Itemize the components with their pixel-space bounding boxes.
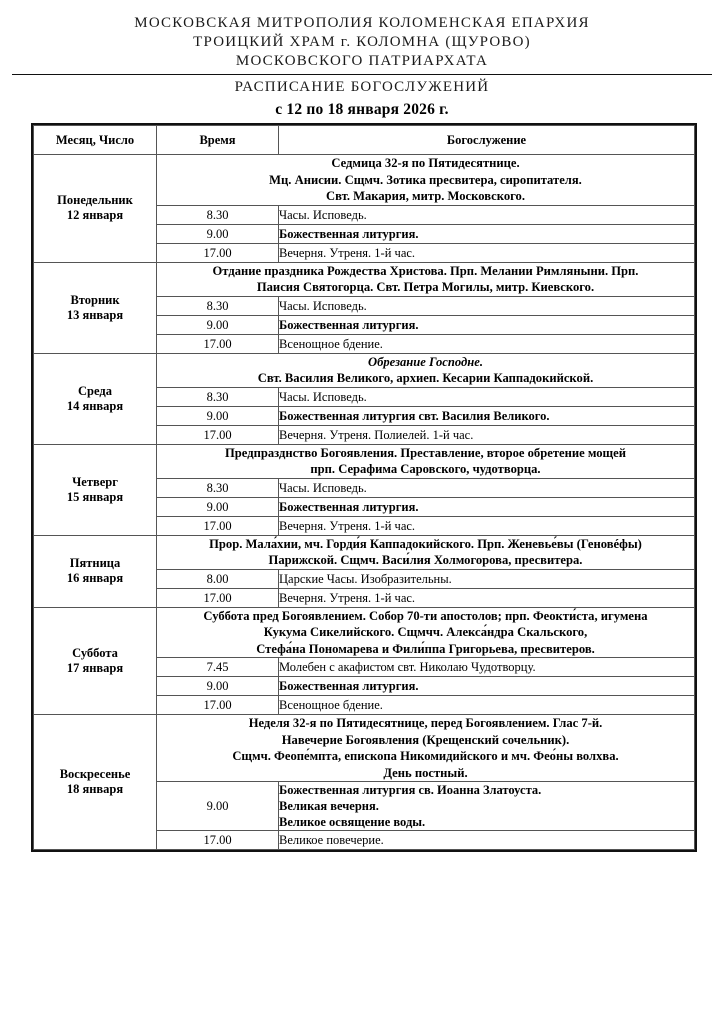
service-time-cell: 8.00 [157, 569, 279, 588]
masthead-subtitle: РАСПИСАНИЕ БОГОСЛУЖЕНИЙ [234, 79, 490, 95]
service-name-cell [279, 205, 695, 224]
service-time-cell: 8.30 [157, 478, 279, 497]
masthead-line-1: МОСКОВСКАЯ МИТРОПОЛИЯ КОЛОМЕНСКАЯ ЕПАРХИЯ [134, 15, 590, 31]
description-line: Навечерие Богоявления (Крещенский сочельник). [281, 732, 570, 747]
day-label-cell [34, 353, 157, 444]
day-date: 13 января [66, 307, 124, 322]
description-line: Предпразднство Богоявления. Преставление, второе обретение мощей [224, 445, 627, 460]
day-date: 17 января [66, 660, 124, 675]
table-row [34, 444, 695, 478]
service-time-cell: 17.00 [157, 831, 279, 850]
service-line: Всенощное бдение. [279, 698, 383, 712]
day-weekday: Воскресенье [59, 767, 131, 781]
service-time-cell: 17.00 [157, 588, 279, 607]
day-date: 15 января [66, 489, 124, 504]
description-line: прп. Серафима Саровского, чудотворца. [310, 462, 541, 476]
column-header-day: Месяц, Число [34, 126, 157, 155]
service-line: Божественная литургия. [279, 317, 419, 332]
masthead-line-2: ТРОИЦКИЙ ХРАМ г. КОЛОМНА (ЩУРОВО) [193, 34, 531, 50]
service-line: Божественная литургия. [279, 499, 419, 514]
service-line: Часы. Исповедь. [279, 298, 367, 313]
description-line: Неделя 32-я по Пятидесятнице, перед Богоявлением. Глас 7-й. [248, 716, 603, 730]
column-header-time: Время [157, 126, 279, 155]
service-name-cell [279, 224, 695, 243]
day-label-cell [34, 262, 157, 353]
day-label-cell [34, 535, 157, 607]
day-label-cell [34, 715, 157, 850]
service-name-cell [279, 782, 695, 831]
description-line: Обрезание Господне. [368, 354, 483, 369]
table-row [34, 262, 695, 296]
description-line: Суббота пред Богоявлением. Собор 70-ти апостолов; прп. Феокти́ста, игумена [203, 608, 648, 623]
table-header-row [34, 126, 695, 155]
service-name-cell [279, 406, 695, 425]
service-name-cell [279, 831, 695, 850]
service-time-cell: 17.00 [157, 334, 279, 353]
service-name-cell [279, 387, 695, 406]
service-name-cell [279, 478, 695, 497]
table-row [34, 353, 695, 387]
service-time-cell: 9.00 [157, 497, 279, 516]
service-line: Великое повечерие. [279, 833, 384, 847]
service-name-cell [279, 569, 695, 588]
service-name-cell [279, 296, 695, 315]
service-time-cell: 9.00 [157, 224, 279, 243]
day-date: 18 января [66, 782, 124, 796]
day-label-cell [34, 155, 157, 263]
service-name-cell [279, 696, 695, 715]
day-description-cell [157, 715, 695, 782]
service-time-cell: 9.00 [157, 782, 279, 831]
description-line: Мц. Анисии. Сщмч. Зотика пресвитера, сиропитателя. [269, 172, 582, 187]
masthead-date-range: с 12 по 18 января 2026 г. [275, 101, 449, 118]
day-weekday: Среда [78, 383, 112, 398]
service-line: Всенощное бдение. [279, 336, 383, 351]
service-line: Божественная литургия. [279, 679, 419, 693]
service-time-cell: 7.45 [157, 658, 279, 677]
service-name-cell [279, 588, 695, 607]
day-description-cell [157, 535, 695, 569]
description-line: Свт. Василия Великого, архиеп. Кесарии Каппадокийской. [257, 371, 594, 385]
service-line: Вечерня. Утреня. 1-й час. [279, 590, 416, 605]
description-line: Парижской. Сщмч. Васи́лия Холмогорова, пресвитера. [268, 553, 583, 567]
day-description-cell [157, 444, 695, 478]
description-line: Прор. Мала́хии, мч. Горди́я Каппадокийского. Прп. Женевье́вы (Геновéфы) [209, 536, 642, 551]
service-time-cell: 17.00 [157, 425, 279, 444]
service-line: Часы. Исповедь. [279, 207, 367, 222]
schedule-table-wrapper [31, 123, 697, 852]
masthead-line-3: МОСКОВСКОГО ПАТРИАРХАТА [235, 53, 489, 69]
description-line: Сщмч. Феопе́мпта, епископа Никомидийского и мч. Фео́ны волхва. [232, 749, 619, 763]
service-name-cell [279, 315, 695, 334]
day-weekday: Четверг [72, 474, 118, 489]
day-description-cell [157, 155, 695, 206]
service-time-cell: 17.00 [157, 243, 279, 262]
description-line: Стефа́на Пономарева и Фили́ппа Григорьева, пресвитеров. [256, 641, 595, 656]
day-description-cell [157, 607, 695, 658]
day-weekday: Вторник [70, 292, 120, 307]
service-time-cell: 17.00 [157, 696, 279, 715]
day-date: 12 января [66, 208, 124, 223]
service-line: Великое освящение воды. [279, 815, 426, 829]
service-line: Божественная литургия св. Иоанна Златоуста. [279, 783, 542, 797]
table-header [34, 126, 695, 155]
table-row [34, 535, 695, 569]
day-weekday: Суббота [72, 645, 118, 660]
service-line: Часы. Исповедь. [279, 389, 367, 404]
description-line: Свт. Макария, митр. Московского. [326, 189, 525, 203]
description-line: Отдание праздника Рождества Христова. Прп. Мелании Римляныни. Прп. [212, 263, 639, 278]
day-description-cell [157, 353, 695, 387]
service-time-cell: 8.30 [157, 387, 279, 406]
service-line: Молебен с акафистом свт. Николаю Чудотворцу. [279, 660, 536, 674]
service-line: Вечерня. Утреня. 1-й час. [279, 518, 416, 533]
table-row [34, 155, 695, 206]
service-line: Великая вечерня. [279, 799, 379, 813]
table-row [34, 607, 695, 658]
day-label-cell [34, 444, 157, 535]
service-time-cell: 17.00 [157, 516, 279, 535]
service-name-cell [279, 334, 695, 353]
service-name-cell [279, 497, 695, 516]
description-line: День постный. [383, 765, 468, 780]
column-header-service: Богослужение [279, 126, 695, 155]
service-name-cell [279, 677, 695, 696]
service-time-cell: 9.00 [157, 315, 279, 334]
service-time-cell: 9.00 [157, 677, 279, 696]
day-label-cell [34, 607, 157, 715]
description-line: Паисия Святогорца. Свт. Петра Могилы, митр. Киевского. [256, 280, 595, 294]
service-line: Вечерня. Утреня. 1-й час. [279, 245, 416, 260]
table-body [34, 155, 695, 850]
service-name-cell [279, 658, 695, 677]
service-line: Часы. Исповедь. [279, 480, 367, 495]
service-line: Божественная литургия. [279, 226, 419, 241]
schedule-table [33, 125, 695, 850]
day-date: 16 января [66, 571, 124, 585]
service-time-cell: 9.00 [157, 406, 279, 425]
day-weekday: Пятница [69, 556, 121, 570]
day-description-cell [157, 262, 695, 296]
masthead [0, 0, 724, 123]
description-line: Кукума Сикелийского. Сщмчч. Алекса́ндра Скальского, [263, 625, 588, 639]
service-name-cell [279, 425, 695, 444]
service-name-cell [279, 243, 695, 262]
day-date: 14 января [66, 398, 124, 413]
service-time-cell: 8.30 [157, 205, 279, 224]
service-line: Божественная литургия свт. Василия Великого. [279, 408, 550, 423]
service-line: Вечерня. Утреня. Полиелей. 1-й час. [279, 427, 474, 442]
table-row [34, 715, 695, 782]
day-weekday: Понедельник [57, 193, 133, 208]
service-name-cell [279, 516, 695, 535]
service-time-cell: 8.30 [157, 296, 279, 315]
description-line: Седмица 32-я по Пятидесятнице. [331, 156, 520, 170]
service-line: Царские Часы. Изобразительны. [279, 571, 452, 586]
